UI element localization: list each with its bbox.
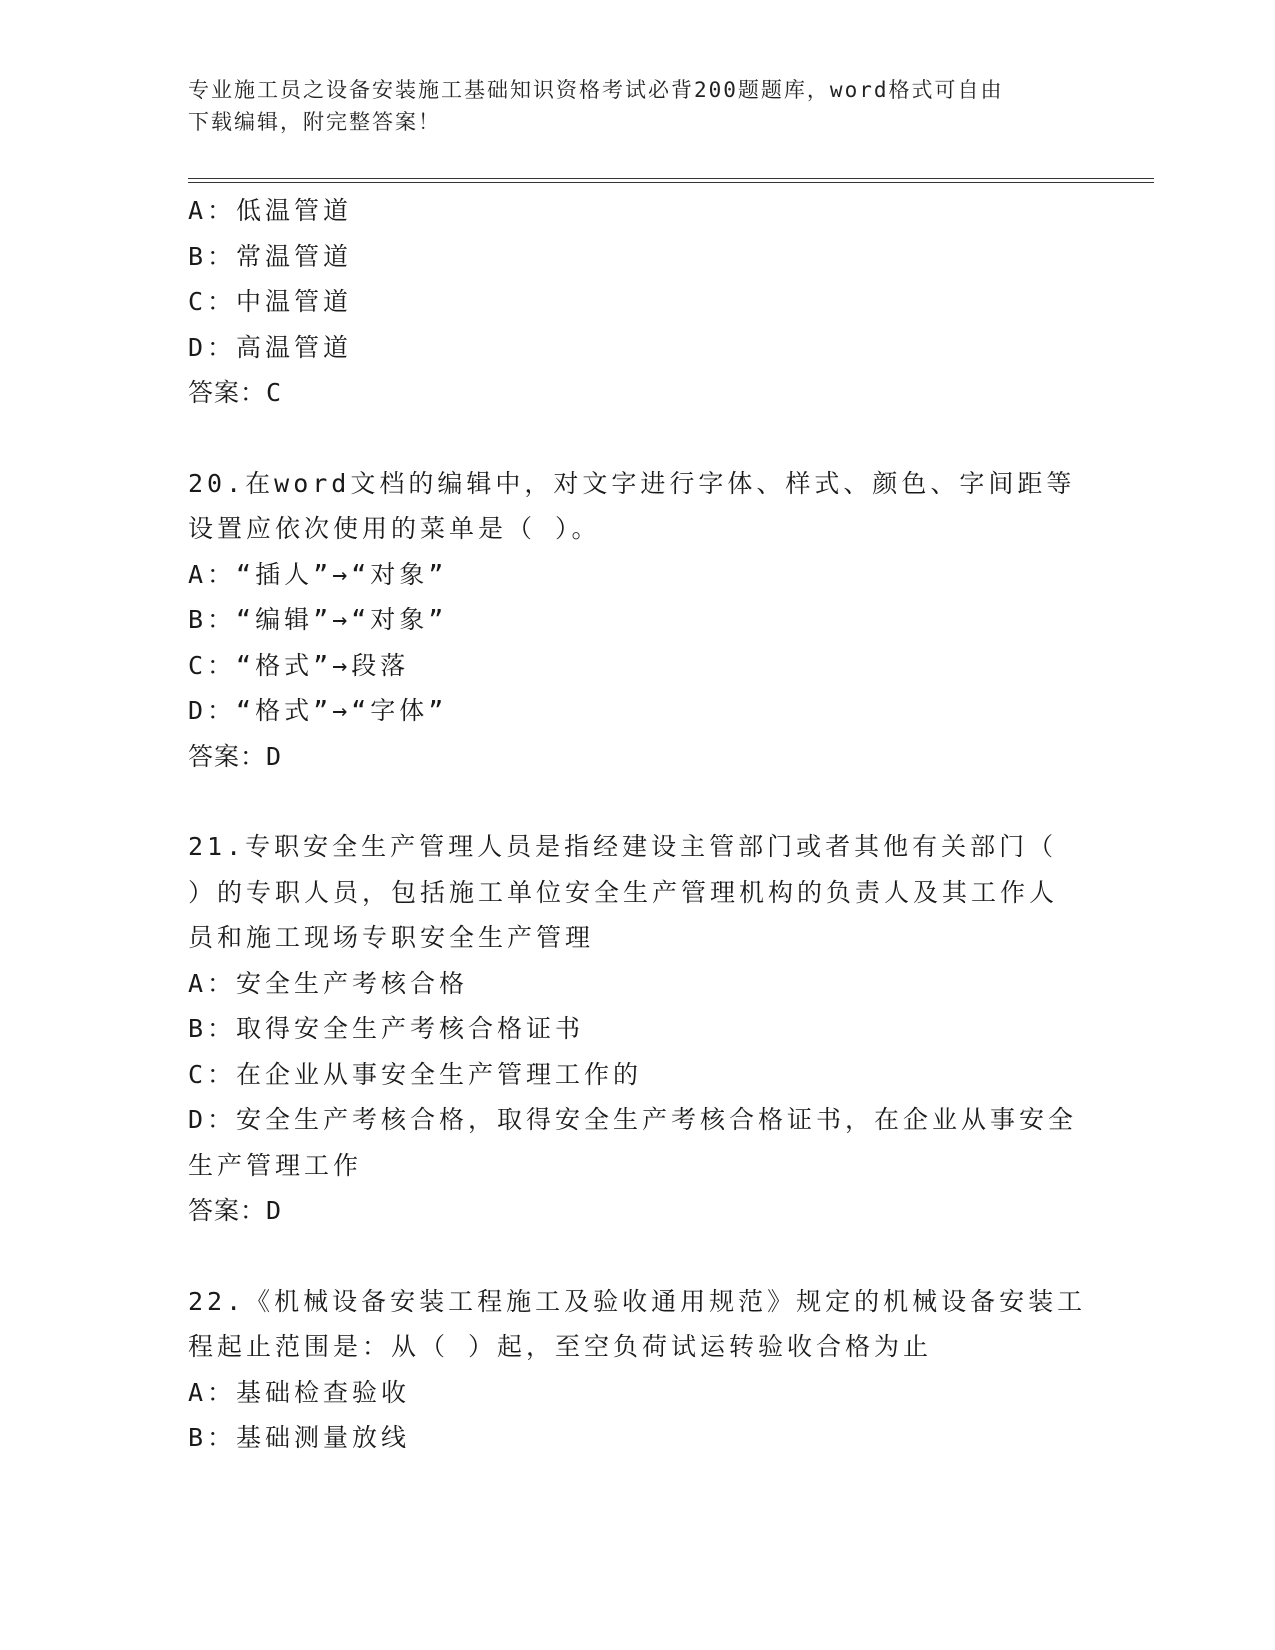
option-c: C：中温管道 (188, 287, 353, 316)
option-b: B：“编辑”→“对象” (188, 605, 448, 634)
question-stem-line: 22.《机械设备安装工程施工及验收通用规范》规定的机械设备安装工 (188, 1286, 1087, 1316)
question-19 (188, 188, 1088, 416)
option-a: A：安全生产考核合格 (188, 968, 469, 998)
option-a: A：“插人”→“对象” (188, 559, 448, 589)
option-a: A：基础检查验收 (188, 1377, 411, 1407)
question-20 (188, 461, 1088, 780)
option-d-continued: 生产管理工作 (188, 1150, 363, 1180)
option-a: A：低温管道 (188, 196, 353, 225)
document-header (188, 74, 1068, 138)
question-21 (188, 824, 1088, 1234)
question-22 (188, 1279, 1088, 1461)
option-d: D：高温管道 (188, 332, 353, 362)
option-d: D：安全生产考核合格，取得安全生产考核合格证书，在企业从事安全 (188, 1105, 1078, 1134)
option-b: B：常温管道 (188, 241, 353, 271)
header-rule-bottom (188, 182, 1154, 183)
answer: 答案：D (188, 741, 283, 771)
header-line-2: 下载编辑，附完整答案！ (188, 110, 441, 134)
option-b: B：基础测量放线 (188, 1423, 411, 1452)
question-stem-line: 21.专职安全生产管理人员是指经建设主管部门或者其他有关部门（ (188, 832, 1058, 861)
question-stem-line: 程起止范围是：从（ ）起，至空负荷试运转验收合格为止 (188, 1332, 933, 1361)
question-stem-line: ）的专职人员，包括施工单位安全生产管理机构的负责人及其工作人 (188, 877, 1059, 907)
option-b: B：取得安全生产考核合格证书 (188, 1014, 585, 1043)
header-line-1: 专业施工员之设备安装施工基础知识资格考试必背200题题库，word格式可自由 (188, 78, 1004, 102)
option-d: D：“格式”→“字体” (188, 696, 448, 725)
answer: 答案：D (188, 1196, 283, 1225)
question-stem-line: 20.在word文档的编辑中，对文字进行字体、样式、颜色、字间距等 (188, 468, 1076, 498)
question-list (188, 188, 1088, 1461)
option-c: C：在企业从事安全生产管理工作的 (188, 1059, 643, 1089)
question-stem-line: 员和施工现场专职安全生产管理 (188, 923, 595, 952)
option-c: C：“格式”→段落 (188, 650, 410, 680)
header-rule-top (188, 178, 1154, 179)
answer: 答案：C (188, 378, 283, 407)
question-stem-line: 设置应依次使用的菜单是（ ）。 (188, 514, 601, 543)
